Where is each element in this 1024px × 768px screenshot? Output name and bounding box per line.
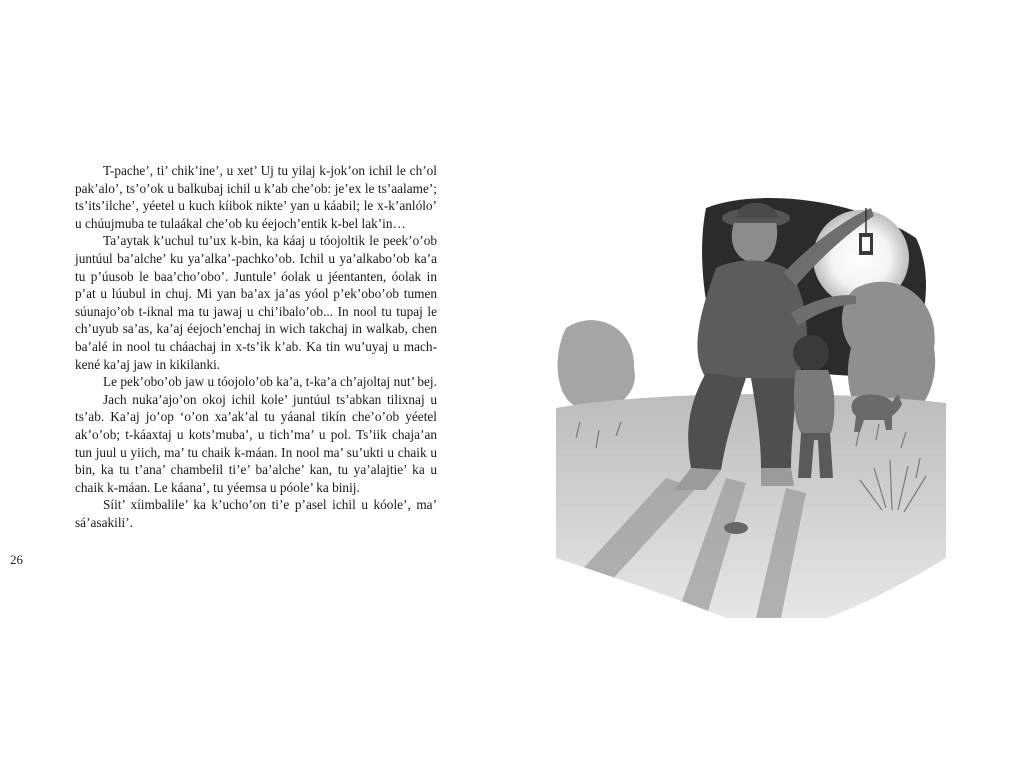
rock (724, 522, 748, 534)
paragraph-5: Síit’ xíimbalile’ ka k’ucho’on ti’e p’asel ichil u kóole’, ma’ sá’asakili’. (75, 497, 437, 530)
paragraph-2: Ta’aytak k’uchul tu’ux k-bin, ka káaj u tóojoltik le peek’o’ob juntúul ba’alche’ ku ya’alka’-pachko’ob. Ichil u ya’alkabo’ob ka’a tu p’úusob le baa’cho’obo’. Juntule’ óolak u jéentanten, óolak in p’at u lúubul in chuj. Mi yan ba’ax ja’as yóol p’ek’obo’ob tumen súunajo’ob t-iknal ma tu jawaj u chi’ibalo’ob... In nool tu tupaj le ch’uyub sa’as, ka’aj éejoch’enchaj in wich takchaj in walkab, chen ba’alé in nool tu cháachaj in x-ts’ik k’ab. Ka tin wu’uyaj u mach-kené ka’aj jaw in kikilanki. (75, 233, 437, 372)
paragraph-4: Jach nuka’ajo’on okoj ichil kole’ juntúul ts’abkan tilixnaj u ts’ab. Ka’aj jo’op ‘o’on xa’ak’al tu yáanal tikín che’o’ob yéetel ak’o’ob; t-káaxtaj u kots’muba’, u tich’ma’ u pol. Ts’iik chaja’an tun juul u yiich, ma’ tu chaik k-máan. In nool ma’ su’ukti u chaik u bin, ka tu t’ana’ chambelil ti’e’ ba’alche’ kan, tu ya’alajtie’ ka u chaik k-máan. Le káana’, tu yéemsa u póole’ ka binij. (75, 391, 437, 495)
paragraph-3: Le pek’obo’ob jaw u tóojolo’ob ka’a, t-ka’a ch’ajoltaj nut’ bej. (103, 374, 437, 390)
bush-left (558, 320, 635, 410)
paragraph-1: T-pache’, ti’ chik’ine’, u xet’ Uj tu yilaj k-jok’on ichil le ch’ol pak’alo’, ts’o’ok u balkubaj ichil u k’ab che’ob: je’ex le ts’aalame’; ts’its’ilche’, yéetel u kuch kíibok nikte’ yan u káabil; le x-k’anlólo’ u chúujmuba te tulaákal che’ob ku éejoch’entik k-bel lak’in… (75, 163, 437, 231)
illustration (556, 178, 946, 618)
page-number: 26 (10, 552, 23, 567)
illustration-drawing (556, 178, 946, 618)
story-text (75, 162, 437, 531)
